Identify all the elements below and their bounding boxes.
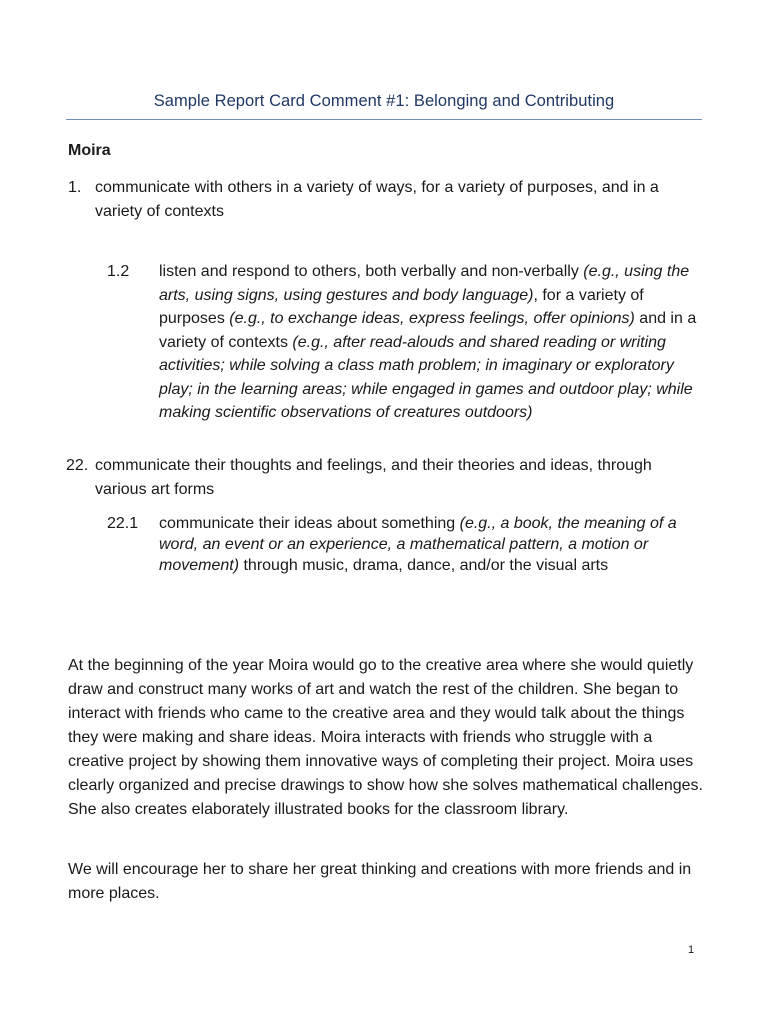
example-text: (e.g., using the arts, using signs, using gestures and body language) xyxy=(159,263,690,304)
comment-paragraph: At the beginning of the year Moira would go to the creative area where she would quietly draw and construct many works of art and watch the rest of the children. She began to interact with friends who came to the creative area and they would talk about the things they were making and share ideas. Moira interacts with friends who struggle with a creative project by showing them innovative ways of completing their project. Moira uses clearly organized and precise drawings to show how she solves mathematical challenges. She also creates elaborately illustrated books for the classroom library. xyxy=(68,657,703,818)
expectation-text: communicate with others in a variety of ways, for a variety of purposes, and in a variety of contexts xyxy=(95,179,659,220)
expectation-text: communicate their thoughts and feelings, and their theories and ideas, through various art forms xyxy=(95,457,652,498)
page-title: Sample Report Card Comment #1: Belonging and Contributing xyxy=(153,92,615,110)
expectation-text-part: communicate their ideas about something xyxy=(159,515,460,532)
example-text: (e.g., after read-alouds and shared reading or writing activities; while solving a class math problem; in imaginary or exploratory play; in the learning areas; while engaged in games and outdoor play; while making scientific observations of creatures outdoors) xyxy=(159,333,693,421)
expectation-number: 1. xyxy=(68,179,82,196)
page-number: 1 xyxy=(688,944,695,956)
expectation-text-part: listen and respond to others, both verbally and non-verbally xyxy=(159,263,584,280)
specific-expectation-number: 1.2 xyxy=(107,263,130,280)
student-name: Moira xyxy=(68,142,111,159)
specific-expectation-number: 22.1 xyxy=(107,515,139,532)
specific-expectation-text xyxy=(107,513,707,576)
expectation-item xyxy=(66,454,706,502)
expectation-number: 22. xyxy=(66,457,89,474)
comment-paragraph: We will encourage her to share her great thinking and creations with more friends and in more places. xyxy=(68,861,692,902)
specific-expectation xyxy=(107,513,707,576)
title-divider xyxy=(66,119,702,120)
specific-expectation xyxy=(107,260,707,425)
example-text: (e.g., to exchange ideas, express feelings, offer opinions) xyxy=(229,310,635,327)
example-text: (e.g., a book, the meaning of a word, an event or an experience, a mathematical pattern, a motion or movement) xyxy=(159,515,677,574)
expectation-text-part: and in a variety of contexts xyxy=(159,310,697,351)
specific-expectation-text xyxy=(107,260,707,425)
expectation-text-part: through music, drama, dance, and/or the visual arts xyxy=(239,557,609,574)
expectation-item xyxy=(68,176,708,224)
expectation-text-part: , for a variety of purposes xyxy=(159,286,644,327)
